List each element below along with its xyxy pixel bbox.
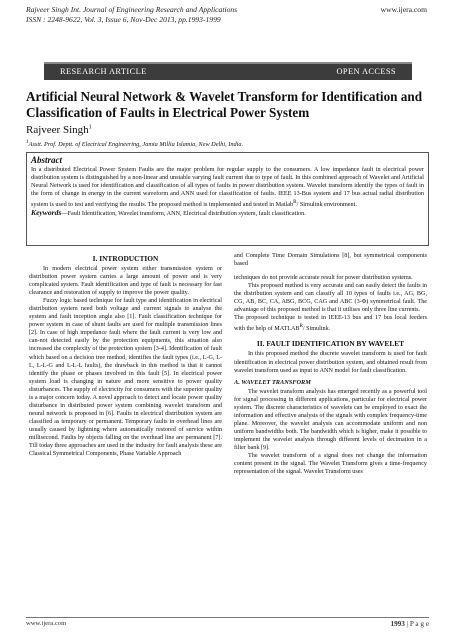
keywords-label: Keywords [31, 208, 62, 218]
page-footer [26, 620, 429, 627]
keywords [31, 209, 424, 218]
page-label: | P a g e [406, 620, 429, 628]
subsection-heading-wavelet-transform: A. WAVELET TRANSFORM [234, 378, 311, 386]
page-number [390, 620, 429, 628]
intro-paragraph-1: In modern electrical power system either transmission system or distribution power system carries a large amount of power and is very complicated system. Fault identification and type of fault is necessary for fast clearance and restoration of supply to improve the power quality. [29, 266, 222, 297]
journal-line-1: Rajveer Singh Int. Journal of Engineering Research and Applications [26, 5, 238, 14]
abstract-sup: R [293, 199, 297, 205]
right-paragraph-2: techniques do not provide accurate result for power distribution systems. [234, 275, 413, 282]
author-sup: 1 [88, 124, 92, 131]
left-column [29, 252, 222, 458]
abstract-box [26, 152, 429, 246]
affiliation-sup: 1 [26, 139, 29, 145]
research-article-label: RESEARCH ARTICLE [60, 67, 147, 76]
right-paragraph-6: The wavelet transform analysis has emerged recently as a powerful tool for signal processing in different applications, particular for electrical power system. The discrete characteristics of wavelets can be employed to exact the information and effective analysis of the signals with complex frequency-time plane. Moreover, the wavelet analysis can accommodate uniform and non uniform bandwidths both. The bandwidth which is higher, make it possible to implement the wavelet analysis through different levels of decimation in a filter bank [9]. [234, 388, 427, 451]
author-text: Rajveer Singh [26, 124, 89, 136]
right-p4-text: The proposed technique is tested in IEEE-13 bus and 17 bus local feeders with the help of MATLAB [234, 315, 427, 333]
abstract-body: In a distributed Electrical Power System Faults are the major problem for regular supply to the consumers. A low impedance fault in electrical power distribution system is distinguished by a non-linear and unstable varying fault current due to type of fault. In this combined approach of Wavelet and Artificial Neural Network is used for identification and classification of all types of faults in power distribution system. Wavelet transform identify the types of fault in the form of change in energy in the current waveform and ANN used for classification of faults. IEEE 13-Bus system and 17 bus actual radial distribution system is used to test and verifying the results. The proposed method is implemented and tested in Matlab [31, 166, 424, 209]
author-affiliation [26, 139, 243, 148]
page-number-value: 1993 [390, 620, 405, 628]
affiliation-text: Asstt. Prof. Deptt. of Electrical Engineering, Jamia Millia Islamia, New Delhi, India. [28, 141, 244, 149]
author-name [26, 124, 92, 136]
journal-line-2: ISSN : 2248-9622, Vol. 3, Issue 6, Nov-Dec 2013, pp.1993-1999 [26, 14, 221, 24]
right-paragraph-1: and Complete Time Domain Simulations [8], but symmetrical components based [234, 253, 427, 268]
right-paragraph-3: This proposed method is very accurate and can easily detect the faults in the distribution system and can classify all 10 types of faults i.e., AG, BG, CG, AB, BC, CA, ABG, BCG, CAG and ABC (3-Φ) symmetrical fault. The advantage of this proposed method is that it utilises only three line currents. [234, 283, 427, 314]
right-column [234, 252, 427, 476]
footer-divider [26, 617, 429, 618]
right-p4-end: / Simulink. [302, 326, 331, 333]
abstract-text [31, 166, 424, 209]
paper-title: Artificial Neural Network & Wavelet Transform for Identification and Classification of Faults in Electrical Power System [26, 89, 423, 120]
open-access-label: OPEN ACCESS [336, 67, 396, 76]
section-heading-wavelet: II. FAULT IDENTIFICATION BY WAVELET [256, 339, 405, 349]
footer-site-link[interactable]: www.ijera.com [26, 620, 67, 627]
right-paragraph-7: The wavelet transform of a signal does not change the information content present in the signal. The Wavelet Transform gives a time-frequency representation of the signal. Wavelet Transform uses [234, 453, 427, 476]
right-p4-sup: R [299, 323, 303, 330]
right-paragraph-4 [234, 314, 427, 333]
journal-site-link[interactable]: www.ijera.com [380, 5, 427, 14]
right-paragraph-5: In this proposed method the discrete wavelet transform is used for fault identification in electrical power distribution system, and obtained result from wavelet transform used as input to ANN model for fault classification. [234, 351, 427, 374]
section-heading-introduction: I. INTRODUCTION [92, 254, 159, 263]
journal-header [26, 5, 427, 24]
intro-paragraph-2: Fuzzy logic based technique for fault type and identification in electrical distribution system need both voltage and current signals to analyse the system and fault inception angle also [1]. Fault classification technique for power system in case of shunt faults are used for multiple transmission lines [2]. In case of high impedance fault where the fault current is very low and can-not detected easily by the protection equipments, this situation also increased the complexity of the protection system [3-4]. Identification of fault which based on a decision tree method, identifies the fault types (i.e., L-G, L-L, L-L-G and L-L-L faults), the drawback in this method is that it cannot identify the phase or phases involved in this fault [5]. In electrical power system load is changing in nature and more sensitive to power quality disturbances. The supply of electricity for consumers with the superior quality is a major concern today. A novel approach to detect and locate power quality disturbance in distributed power system combining wavelet transform and neural network is proposed in [6]. Faults in electrical distribution system are classified as temporary or permanent. Temporary faults in overhead lines are usually caused by lightning where automatically restored of service within millisecond. Faults by objects falling on the overhead line are permanent [7]. Till today three approaches are used in the industry for fault analysis these are Classical Symmetrical Components, Phase Variable Approach [29, 298, 222, 458]
abstract-heading: Abstract [31, 155, 63, 165]
article-banner [44, 62, 412, 80]
abstract-end: / Simulink environment. [296, 201, 357, 209]
keywords-text: —Fault Identification, Wavelet transform, ANN, Electrical distribution system, fault classification. [61, 210, 306, 218]
